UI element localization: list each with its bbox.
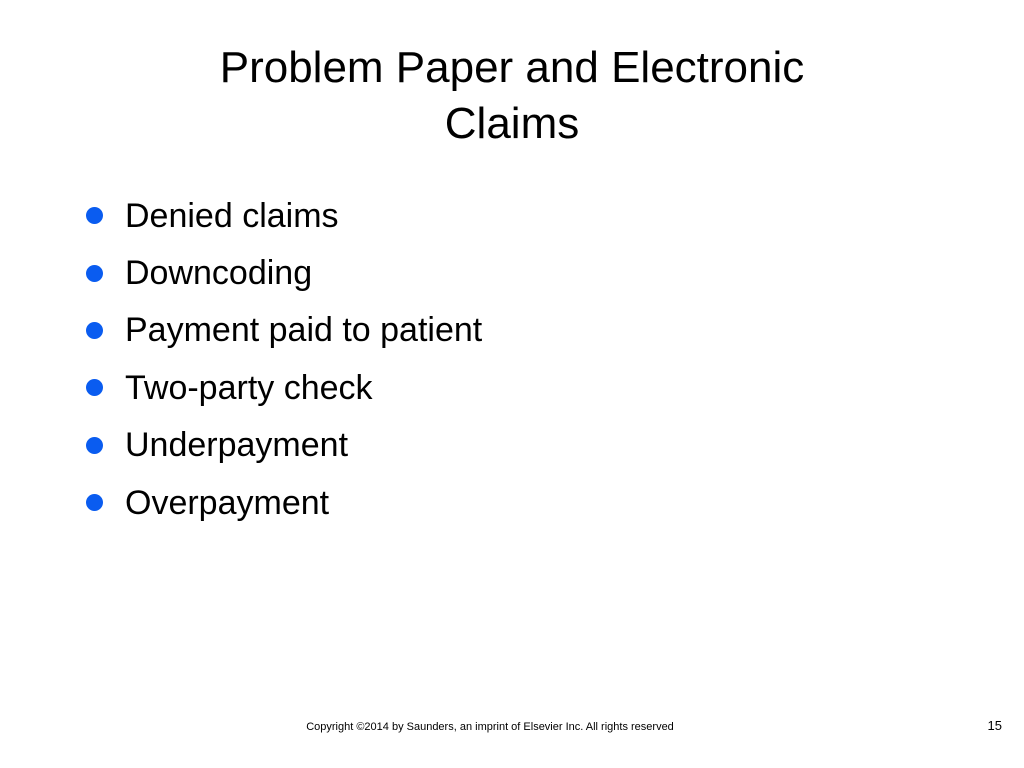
slide-title-line-2: Claims: [444, 99, 580, 148]
bullet-item: [86, 302, 482, 359]
bullet-item: [86, 417, 482, 474]
slide-number: 15: [987, 718, 1002, 733]
slide-title-line-1: Problem Paper and Electronic: [219, 43, 805, 92]
bullet-text: Downcoding: [125, 254, 313, 293]
bullet-item: [86, 359, 482, 416]
bullet-dot-icon: [86, 207, 103, 224]
bullet-dot-icon: [86, 494, 103, 511]
bullet-item: [86, 244, 482, 301]
bullet-dot-icon: [86, 265, 103, 282]
bullet-item: [86, 474, 482, 531]
bullet-text: Overpayment: [125, 483, 330, 522]
bullet-text: Two-party check: [125, 368, 373, 407]
copyright-footer: Copyright ©2014 by Saunders, an imprint of Elsevier Inc. All rights reserved: [306, 721, 674, 733]
bullet-list: [86, 187, 482, 531]
bullet-dot-icon: [86, 437, 103, 454]
bullet-text: Denied claims: [125, 196, 339, 235]
bullet-text: Payment paid to patient: [125, 311, 483, 350]
bullet-dot-icon: [86, 379, 103, 396]
bullet-item: [86, 187, 482, 244]
bullet-dot-icon: [86, 322, 103, 339]
bullet-text: Underpayment: [125, 426, 349, 465]
slide-title: [112, 40, 912, 152]
